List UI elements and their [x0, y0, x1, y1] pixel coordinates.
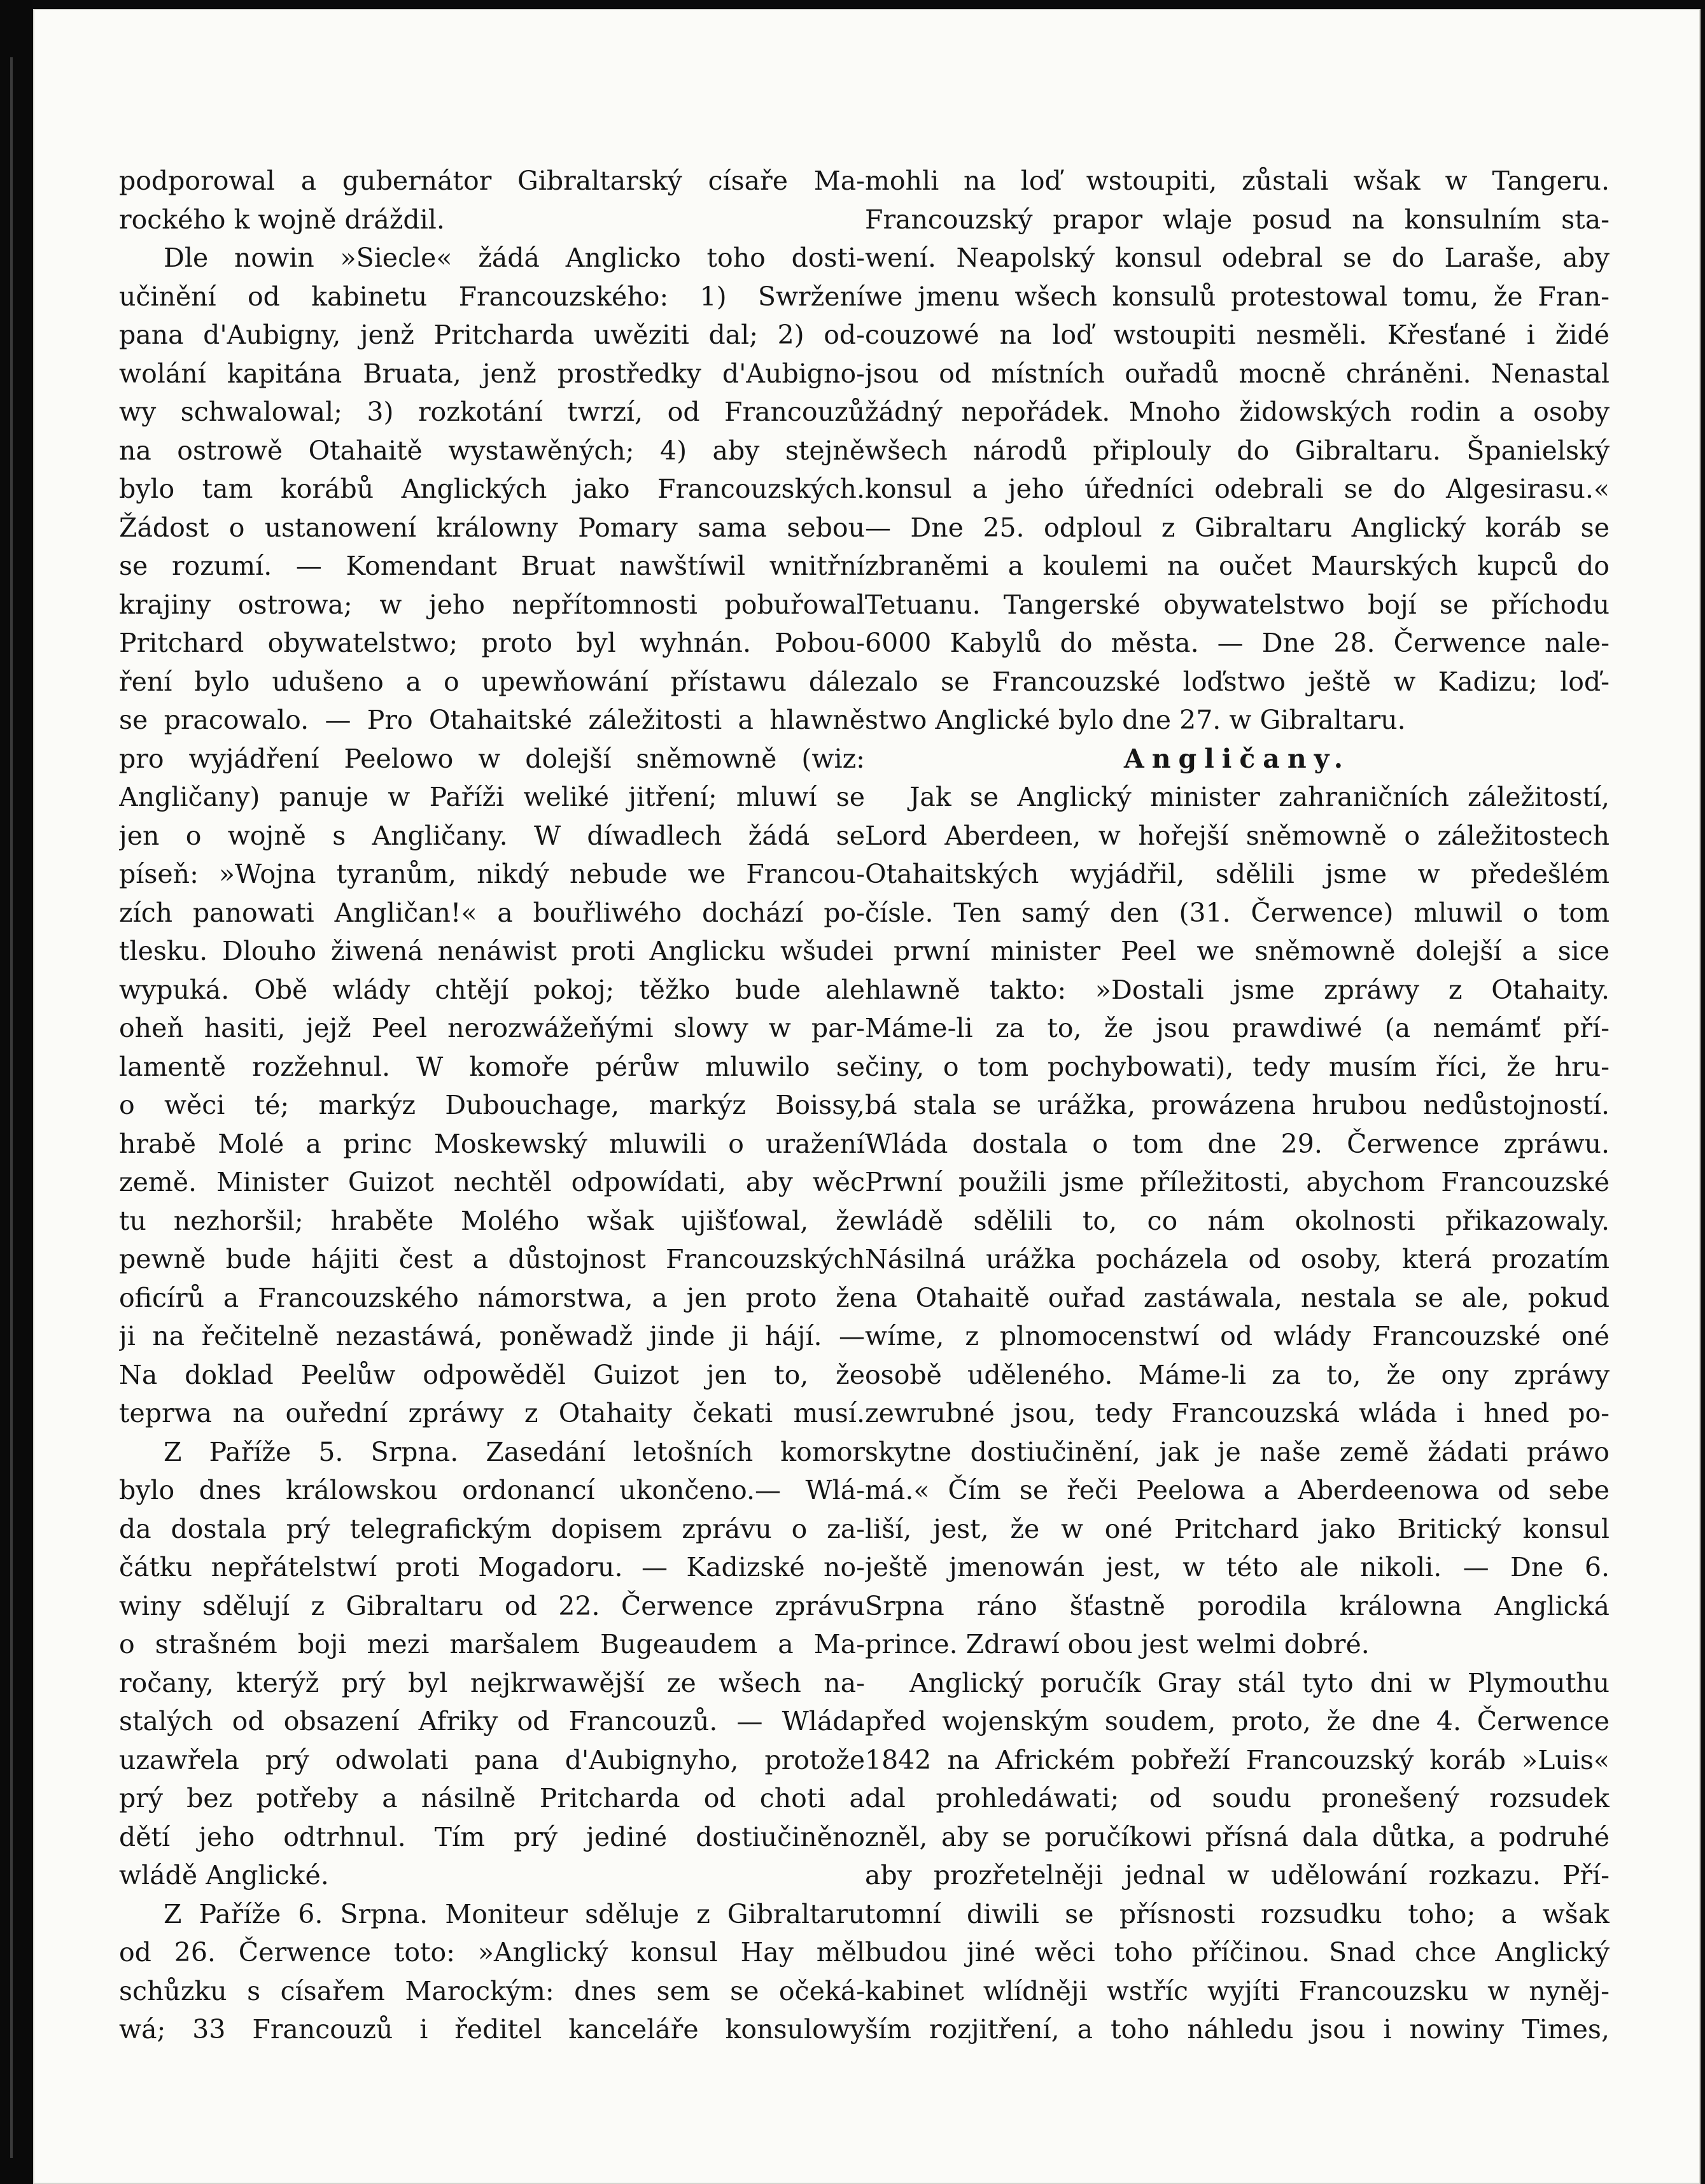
right-text-column [865, 162, 1610, 2049]
text-line: stwo Anglické bylo dne 27. w Gibraltaru. [865, 705, 1406, 735]
text-line: wíme, z plnomocenstwí od wlády Francouzské oné [865, 1321, 1610, 1351]
text-line: Žádost o ustanowení králowny Pomary sama sebou [119, 512, 865, 543]
text-line: žádný nepořádek. Mnoho židowských rodin a osoby [865, 397, 1610, 427]
text-line: we jmenu wšech konsulů protestowal tomu, že Fran- [865, 281, 1610, 312]
text-line: Srpna ráno šťastně porodila králowna Anglická [865, 1590, 1610, 1621]
text-line: wládě sdělili to, co nám okolnosti přikazowaly. [865, 1205, 1610, 1236]
text-line: tomní diwili se přísnosti rozsudku toho; a wšak [865, 1898, 1610, 1929]
text-line: oheň hasiti, jejž Peel nerozwážeňými slowy w par- [119, 1013, 865, 1043]
text-line: prý bez potřeby a násilně Pritcharda od choti a [119, 1783, 865, 1814]
binding-edge [10, 57, 13, 2158]
text-line: konsul a jeho úředníci odebrali se do Algesirasu.« [865, 474, 1610, 504]
text-line: tlesku. Dlouho žiwená nenáwist proti Anglicku wšude [119, 936, 865, 966]
text-line: zalo se Francouzské loďstwo ještě w Kadizu; loď- [865, 666, 1610, 697]
text-line: Angličany) panuje w Paříži weliké jitření; mluwí se [119, 782, 865, 812]
text-line: prince. Zdrawí obou jest welmi dobré. [865, 1629, 1370, 1659]
text-line: Z Paříže 5. Srpna. Zasedání letošních komor [164, 1436, 865, 1467]
text-line: wy schwalowal; 3) rozkotání twrzí, od Francouzů [119, 397, 865, 427]
text-line: Z Paříže 6. Srpna. Moniteur sděluje z Gibraltaru [164, 1898, 865, 1929]
text-line: země. Minister Guizot nechtěl odpowídati, aby wěc [119, 1167, 865, 1197]
text-line: Lord Aberdeen, w hořejší sněmowně o záležitostech [865, 820, 1610, 851]
text-line: wládě Anglické. [119, 1860, 329, 1891]
text-line: učinění od kabinetu Francouzského: 1) Swržení [119, 281, 865, 312]
text-line: couzowé na loď wstoupiti nesměli. Křesťané i židé [865, 320, 1610, 350]
text-line: wá; 33 Francouzů i ředitel kanceláře konsulowy [119, 2014, 865, 2045]
text-line: i prwní minister Peel we sněmowně dolejší a sice [865, 936, 1610, 966]
text-line: jen o wojně s Angličany. W díwadlech žádá se [119, 820, 865, 851]
text-line: Otahaitských wyjádřil, sdělili jsme w předešlém [865, 859, 1610, 889]
text-line: da dostala prý telegrafickým dopisem zprávu o za- [119, 1513, 865, 1544]
newspaper-page [33, 9, 1701, 2184]
text-line: uzawřela prý odwolati pana d'Aubignyho, protože [119, 1744, 865, 1775]
text-line: Francouzský prapor wlaje posud na konsulním sta- [865, 204, 1610, 235]
text-line: Na doklad Peelůw odpowěděl Guizot jen to, že [119, 1359, 865, 1390]
text-line: čátku nepřátelstwí proti Mogadoru. — Kadizské no- [119, 1552, 865, 1582]
text-line: tu nezhoršil; hraběte Molého wšak ujišťowal, že [119, 1205, 865, 1236]
text-line: ji na řečitelně nezastáwá, poněwadž jinde ji hájí. — [119, 1321, 865, 1351]
text-line: Tetuanu. Tangerské obywatelstwo bojí se příchodu [865, 589, 1610, 620]
text-line: dětí jeho odtrhnul. Tím prý jediné dostiučiněno [119, 1821, 865, 1852]
text-line: na Otahaitě ouřad zastáwala, nestala se ale, pokud [865, 1282, 1610, 1313]
text-line: skytne dostiučinění, jak je naše země žádati práwo [865, 1436, 1610, 1467]
text-line: teprwa na ouřední zpráwy z Otahaity čekati musí. [119, 1398, 865, 1428]
text-line: winy sdělují z Gibraltaru od 22. Čerwence zprávu [119, 1590, 865, 1621]
text-line: hrabě Molé a princ Moskewský mluwili o uražení [119, 1128, 865, 1159]
text-line: rockého k wojně dráždil. [119, 204, 445, 235]
text-line: aby prozřetelněji jednal w udělowání rozkazu. Pří- [865, 1860, 1610, 1891]
text-line: dal prohledáwati; od soudu pronešený rozsudek [865, 1783, 1610, 1814]
text-line: o wěci té; markýz Dubouchage, markýz Boissy, [119, 1090, 865, 1120]
text-line: wolání kapitána Bruata, jenž prostředky d'Aubigno- [119, 358, 865, 389]
text-line: zích panowati Angličan!« a bouřliwého dochází po- [119, 897, 865, 928]
text-line: Prwní použili jsme příležitosti, abychom Francouzské [865, 1167, 1610, 1197]
section-heading: Angličany. [1123, 743, 1351, 774]
text-line: Wláda dostala o tom dne 29. Čerwence zpráwu. [865, 1128, 1610, 1159]
text-line: před wojenským soudem, proto, že dne 4. Čerwence [865, 1706, 1610, 1737]
text-line: Máme-li za to, že jsou prawdiwé (a nemámť pří- [865, 1013, 1610, 1043]
text-line: bylo dnes králowskou ordonancí ukončeno.— Wlá- [119, 1475, 865, 1505]
text-line: jsou od místních ouřadů mocně chráněni. Nenastal [865, 358, 1610, 389]
text-line: se rozumí. — Komendant Bruat nawštíwil wnitřní [119, 551, 865, 581]
text-line: 1842 na Africkém pobřeží Francouzský koráb »Luis« [865, 1744, 1610, 1775]
text-line: osobě uděleného. Máme-li za to, že ony zpráwy [865, 1359, 1610, 1390]
text-line: budou jiné wěci toho příčinou. Snad chce Anglický [865, 1937, 1610, 1968]
text-line: oficírů a Francouzského námorstwa, a jen proto že [119, 1282, 865, 1313]
text-line: pana d'Aubigny, jenž Pritcharda uwěziti dal; 2) od- [119, 320, 865, 350]
text-line: hlawně takto: »Dostali jsme zpráwy z Otahaity. [865, 974, 1610, 1005]
text-line: má.« Čím se řeči Peelowa a Aberdeenowa od sebe [865, 1475, 1610, 1505]
text-line: Jak se Anglický minister zahraničních záležitostí, [909, 782, 1610, 812]
text-line: čísle. Ten samý den (31. Čerwence) mluwil o tom [865, 897, 1610, 928]
text-line: Dle nowin »Siecle« žádá Anglicko toho dosti- [164, 243, 865, 273]
text-line: lamentě rozžehnul. W komoře pérůw mluwilo se [119, 1051, 865, 1082]
text-line: wypuká. Obě wlády chtějí pokoj; těžko bude ale [119, 974, 865, 1005]
text-line: podporowal a gubernátor Gibraltarský císaře Ma- [119, 166, 865, 196]
text-line: činy, o tom pochybowati), tedy musím říci, že hru- [865, 1051, 1610, 1082]
text-line: Násilná urážka pocházela od osoby, která prozatím [865, 1244, 1610, 1274]
text-line: 6000 Kabylů do města. — Dne 28. Čerwence nale- [865, 628, 1610, 658]
text-line: bylo tam korábů Anglických jako Francouzských. [119, 474, 865, 504]
text-line: zewrubné jsou, tedy Francouzská wláda i hned po- [865, 1398, 1610, 1428]
text-line: ještě jmenowán jest, w této ale nikoli. — Dne 6. [865, 1552, 1610, 1582]
previous-page-edge [0, 0, 32, 2184]
text-line: mohli na loď wstoupiti, zůstali wšak w Tangeru. [865, 166, 1610, 196]
text-line: stalých od obsazení Afriky od Francouzů. — Wláda [119, 1706, 865, 1737]
text-line: píseň: »Wojna tyranům, nikdý nebude we Francou- [119, 859, 865, 889]
text-line: ším rozjitření, a toho náhledu jsou i nowiny Times, [865, 2014, 1610, 2045]
text-line: pewně bude hájiti čest a důstojnost Francouzských [119, 1244, 865, 1274]
text-line: bá stala se urážka, prowázena hrubou nedůstojností. [865, 1090, 1610, 1120]
text-line: o strašném boji mezi maršalem Bugeaudem a Ma- [119, 1629, 865, 1659]
text-line: kabinet wlídněji wstříc wyjíti Francouzsku w nyněj- [865, 1975, 1610, 2006]
text-line: ření bylo udušeno a o upewňowání přístawu dále [119, 666, 865, 697]
text-line: krajiny ostrowa; w jeho nepřítomnosti pobuřowal [119, 589, 865, 620]
text-line: schůzku s císařem Marockým: dnes sem se očeká- [119, 1975, 865, 2006]
text-line: zbraněmi a koulemi na oučet Maurských kupců do [865, 551, 1610, 581]
left-text-column [119, 162, 865, 2049]
text-line: — Dne 25. odploul z Gibraltaru Anglický koráb se [865, 512, 1610, 543]
text-line: na ostrowě Otahaitě wystawěných; 4) aby stejně [119, 435, 865, 466]
text-line: od 26. Čerwence toto: »Anglický konsul Hay měl [119, 1937, 865, 1968]
text-line: wení. Neapolský konsul odebral se do Larašе, aby [865, 243, 1610, 273]
text-line: zněl, aby se poručíkowi přísná dala důtka, a podruhé [865, 1821, 1610, 1852]
text-line: wšech národů připlouly do Gibraltaru. Španielský [865, 435, 1610, 466]
text-line: ročany, kterýž prý byl nejkrwawější ze wšech na- [119, 1667, 865, 1698]
text-line: Pritchard obywatelstwo; proto byl wyhnán. Pobou- [119, 628, 865, 658]
text-line: liší, jest, že w oné Pritchard jako Britický konsul [865, 1513, 1610, 1544]
text-line: se pracowalo. — Pro Otahaitské záležitosti a hlawně [119, 705, 865, 735]
text-line: pro wyjádření Peelowo w dolejší sněmowně (wiz: [119, 743, 865, 774]
text-line: Anglický poručík Gray stál tyto dni w Plymouthu [909, 1667, 1610, 1698]
